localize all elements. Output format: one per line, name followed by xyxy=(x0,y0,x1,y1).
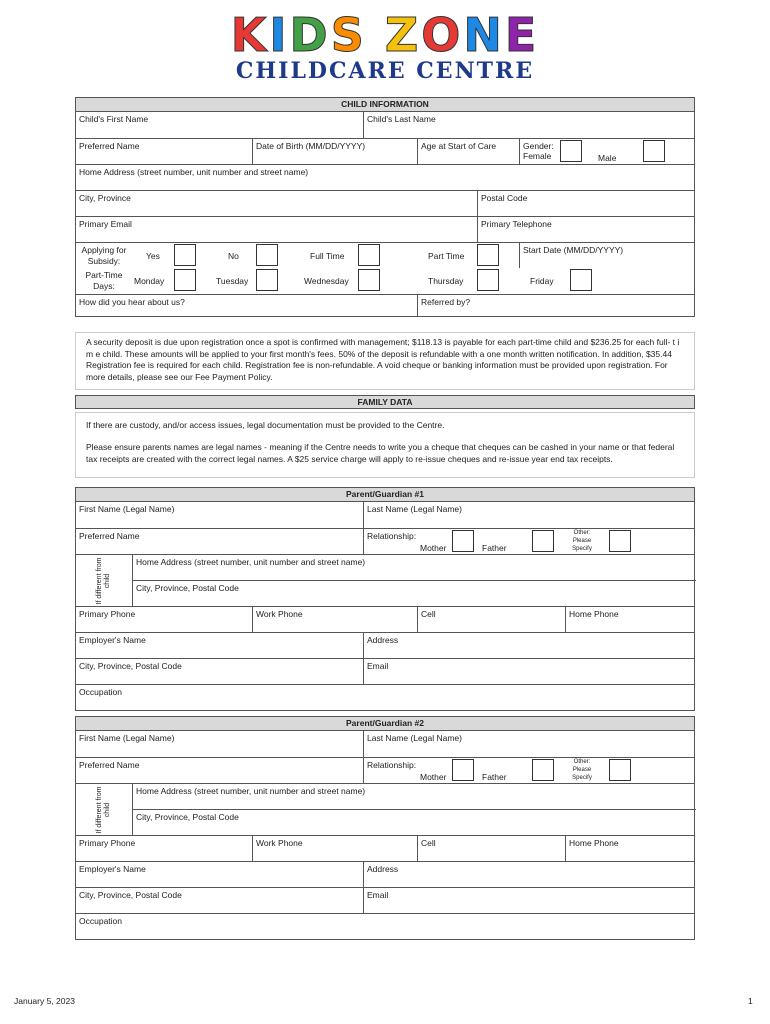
guardian2-employer-city-field[interactable]: City, Province, Postal Code xyxy=(79,890,182,900)
child-first-name-field[interactable]: Child's First Name xyxy=(79,114,149,124)
guardian2-email-field[interactable]: Email xyxy=(363,888,696,913)
guardian2-work-phone-field[interactable]: Work Phone xyxy=(252,836,417,861)
logo-letter: N xyxy=(463,8,505,62)
child-primary-email-field[interactable]: Primary Email xyxy=(79,219,132,229)
guardian1-home-phone-field[interactable]: Home Phone xyxy=(565,607,696,632)
guardian2-other-checkbox[interactable] xyxy=(609,759,631,781)
subsidy-no-checkbox[interactable] xyxy=(256,244,278,266)
guardian1-mother-checkbox[interactable] xyxy=(452,530,474,552)
family-note xyxy=(75,412,695,478)
subsidy-row: Applying for Subsidy: Yes No Full Time Part Time xyxy=(76,243,696,268)
guardian1-employer-name-field[interactable]: Employer's Name xyxy=(79,635,146,645)
wednesday-checkbox[interactable] xyxy=(358,269,380,291)
guardian-1-table xyxy=(75,487,695,711)
child-last-name-field[interactable]: Child's Last Name xyxy=(363,112,696,138)
logo-letter: O xyxy=(421,8,464,62)
logo-letter: S xyxy=(330,8,367,62)
guardian1-email-field[interactable]: Email xyxy=(363,659,696,684)
guardian1-primary-phone-field[interactable]: Primary Phone xyxy=(79,609,136,619)
thursday-checkbox[interactable] xyxy=(477,269,499,291)
guardian2-employer-name-field[interactable]: Employer's Name xyxy=(79,864,146,874)
guardian2-last-name-field[interactable]: Last Name (Legal Name) xyxy=(363,731,696,757)
guardian2-header: Parent/Guardian #2 xyxy=(76,717,694,731)
guardian1-relationship-field: Relationship: Mother Father Other: Please Specify xyxy=(363,529,696,554)
kids-zone-logo xyxy=(0,10,770,60)
guardian2-if-different-label: If different from child xyxy=(96,786,111,834)
guardian2-home-address-field[interactable]: Home Address (street number, unit number and street name) xyxy=(132,784,696,810)
start-date-field[interactable]: Start Date (MM/DD/YYYY) xyxy=(519,243,696,268)
guardian1-first-name-field[interactable]: First Name (Legal Name) xyxy=(79,504,175,514)
footer-date: January 5, 2023 xyxy=(14,996,75,1006)
guardian1-last-name-field[interactable]: Last Name (Legal Name) xyxy=(363,502,696,528)
guardian2-primary-phone-field[interactable]: Primary Phone xyxy=(79,838,136,848)
child-dob-field[interactable]: Date of Birth (MM/DD/YYYY) xyxy=(252,139,417,164)
how-hear-field[interactable]: How did you hear about us? xyxy=(79,297,185,307)
guardian2-relationship-field: Relationship: Mother Father Other: Please Specify xyxy=(363,758,696,783)
guardian1-occupation-field[interactable]: Occupation xyxy=(79,687,122,697)
childcare-centre-title: CHILDCARE CENTRE xyxy=(235,58,535,84)
guardian2-city-postal-field[interactable]: City, Province, Postal Code xyxy=(132,810,696,836)
gender-field: Gender: Female Male xyxy=(519,139,696,164)
logo-letter: K xyxy=(230,8,270,62)
guardian2-occupation-field[interactable]: Occupation xyxy=(79,916,122,926)
referred-by-field[interactable]: Referred by? xyxy=(417,295,696,316)
child-city-province-field[interactable]: City, Province xyxy=(79,193,131,203)
family-data-section xyxy=(75,395,695,409)
logo-letter: I xyxy=(269,8,290,62)
full-time-checkbox[interactable] xyxy=(358,244,380,266)
guardian1-city-postal-field[interactable]: City, Province, Postal Code xyxy=(132,581,696,607)
part-time-checkbox[interactable] xyxy=(477,244,499,266)
guardian1-cell-field[interactable]: Cell xyxy=(417,607,565,632)
child-postal-code-field[interactable]: Postal Code xyxy=(477,191,696,216)
guardian1-employer-city-field[interactable]: City, Province, Postal Code xyxy=(79,661,182,671)
guardian1-employer-address-field[interactable]: Address xyxy=(363,633,696,658)
female-checkbox[interactable] xyxy=(560,140,582,162)
guardian2-home-phone-field[interactable]: Home Phone xyxy=(565,836,696,861)
tuesday-checkbox[interactable] xyxy=(256,269,278,291)
legal-names-note: Please ensure parents names are legal names - meaning if the Centre needs to write you a cheque that cheques can be cashed in your name or that federal tax receipts are created with the correct legal names. A $25 service charge will apply to re-issue cheques and re-issue year end tax receipts. xyxy=(86,442,675,464)
male-checkbox[interactable] xyxy=(643,140,665,162)
guardian1-father-checkbox[interactable] xyxy=(532,530,554,552)
guardian1-preferred-name-field[interactable]: Preferred Name xyxy=(79,531,140,541)
child-information-table xyxy=(75,97,695,317)
guardian1-if-different-label: If different from child xyxy=(96,557,111,605)
deposit-note: A security deposit is due upon registration once a spot is confirmed with management; $118.13 is payable for each part-time child and $236.25 for each full- t i m e child. These amounts will be applied to your first month's fees. 50% of the deposit is refundable with a one month written notification. In addition, $35.44 Registration fee is required for each child. Registration fee is non-refundable. A void cheque or banking information must be provided upon registration. For more details, please see our Fee Payment Policy. xyxy=(75,332,695,390)
subsidy-yes-checkbox[interactable] xyxy=(174,244,196,266)
friday-checkbox[interactable] xyxy=(570,269,592,291)
guardian2-father-checkbox[interactable] xyxy=(532,759,554,781)
logo-letter: D xyxy=(289,8,331,62)
logo-letter: E xyxy=(504,8,540,62)
child-preferred-name-field[interactable]: Preferred Name xyxy=(79,141,140,151)
footer-page-number: 1 xyxy=(748,996,753,1006)
guardian2-preferred-name-field[interactable]: Preferred Name xyxy=(79,760,140,770)
monday-checkbox[interactable] xyxy=(174,269,196,291)
custody-note: If there are custody, and/or access issues, legal documentation must be provided to the Centre. xyxy=(86,420,445,430)
guardian2-first-name-field[interactable]: First Name (Legal Name) xyxy=(79,733,175,743)
logo-letter: Z xyxy=(384,8,422,62)
age-start-field[interactable]: Age at Start of Care xyxy=(417,139,519,164)
guardian1-other-checkbox[interactable] xyxy=(609,530,631,552)
child-home-address-field[interactable]: Home Address (street number, unit number and street name) xyxy=(79,167,309,177)
guardian2-cell-field[interactable]: Cell xyxy=(417,836,565,861)
child-information-header: CHILD INFORMATION xyxy=(76,98,694,112)
family-data-header: FAMILY DATA xyxy=(75,395,695,409)
part-time-days-row: Part-Time Days: Monday Tuesday Wednesday Thursday Friday xyxy=(76,268,696,294)
guardian-2-table xyxy=(75,716,695,940)
guardian2-employer-address-field[interactable]: Address xyxy=(363,862,696,887)
child-primary-telephone-field[interactable]: Primary Telephone xyxy=(477,217,696,242)
guardian1-header: Parent/Guardian #1 xyxy=(76,488,694,502)
guardian1-home-address-field[interactable]: Home Address (street number, unit number and street name) xyxy=(132,555,696,581)
guardian1-work-phone-field[interactable]: Work Phone xyxy=(252,607,417,632)
guardian2-mother-checkbox[interactable] xyxy=(452,759,474,781)
